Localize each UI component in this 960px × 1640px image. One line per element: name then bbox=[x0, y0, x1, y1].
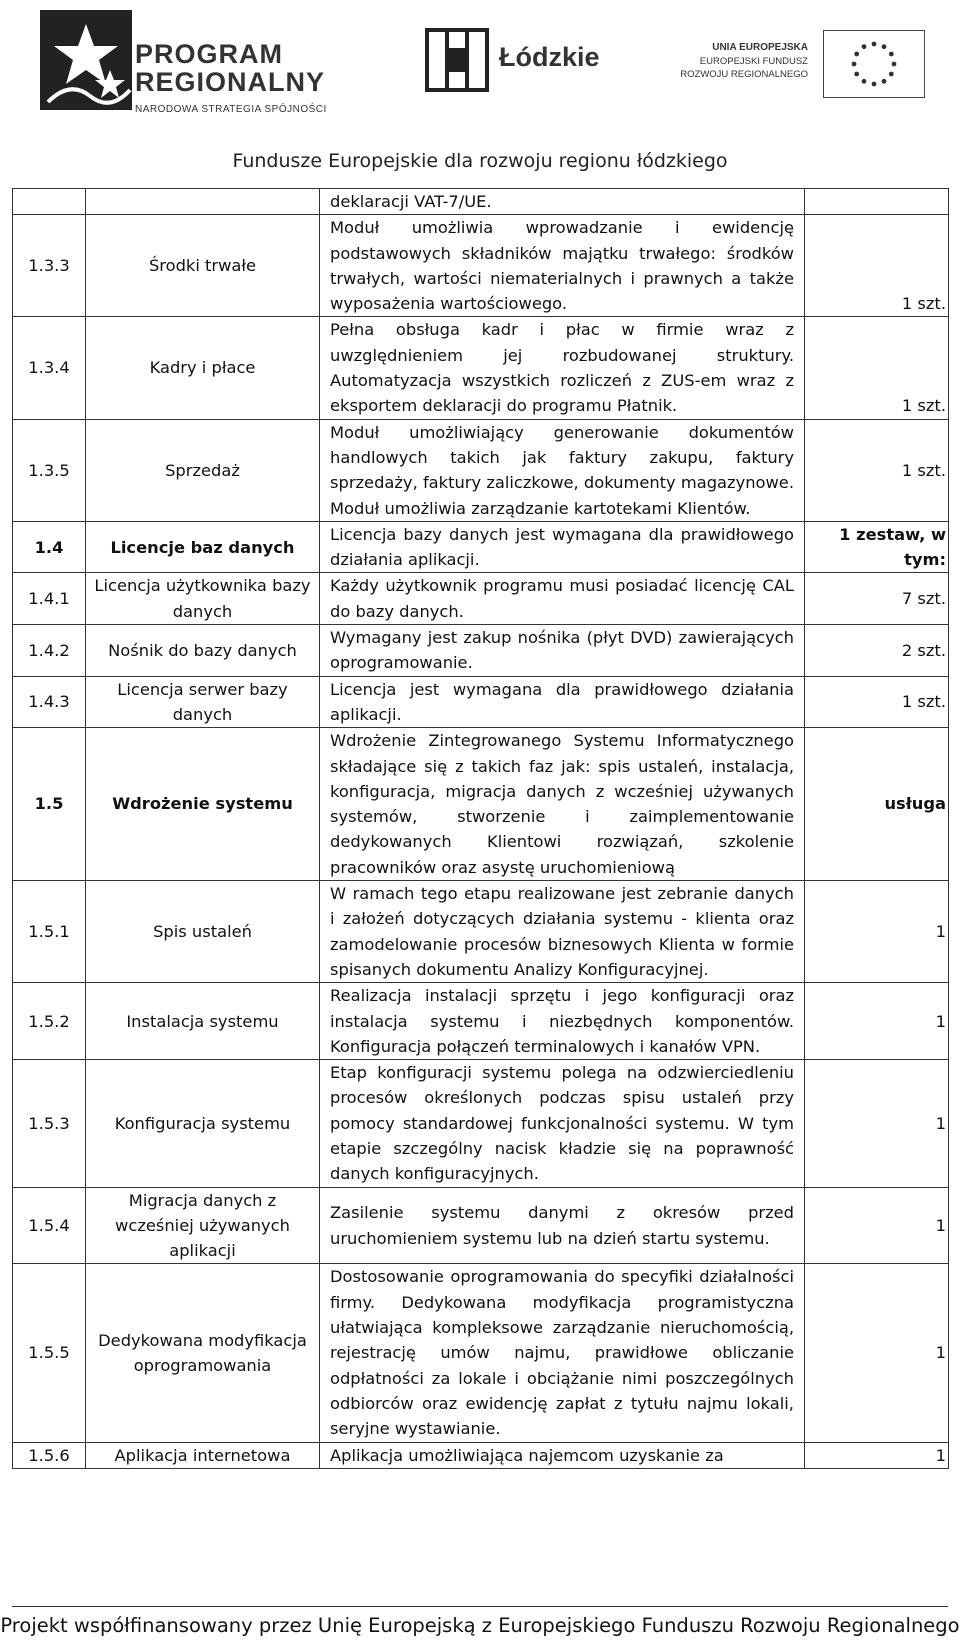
row-number: 1.4 bbox=[13, 521, 86, 573]
footer-divider bbox=[12, 1606, 948, 1607]
eu-logo bbox=[680, 30, 940, 102]
row-quantity: 1 bbox=[805, 1060, 949, 1187]
row-name: Sprzedaż bbox=[86, 419, 320, 521]
row-quantity: 1 bbox=[805, 1442, 949, 1468]
row-number: 1.5.3 bbox=[13, 1060, 86, 1187]
row-name: Spis ustaleń bbox=[86, 881, 320, 983]
row-description: W ramach tego etapu realizowane jest zebranie danych i założeń dotyczących działania systemu - klienta oraz zamodelowanie procesów biznesowych Klienta w formie spisanych dokumentu Analizy Konfiguracyjnej. bbox=[320, 881, 805, 983]
row-number: 1.5.4 bbox=[13, 1187, 86, 1264]
table-row bbox=[13, 1442, 949, 1468]
row-description: Realizacja instalacji sprzętu i jego konfiguracji oraz instalacja systemu i niezbędnych komponentów. Konfiguracja połączeń terminalowych i kanałów VPN. bbox=[320, 983, 805, 1060]
row-description: Wymagany jest zakup nośnika (płyt DVD) zawierających oprogramowanie. bbox=[320, 625, 805, 677]
program-regionalny-logo bbox=[40, 10, 380, 115]
row-name: Aplikacja internetowa bbox=[86, 1442, 320, 1468]
row-name: Wdrożenie systemu bbox=[86, 728, 320, 881]
program-subtitle: NARODOWA STRATEGIA SPÓJNOŚCI bbox=[135, 104, 327, 115]
row-description: Aplikacja umożliwiająca najemcom uzyskanie za bbox=[320, 1442, 805, 1468]
row-description: Dostosowanie oprogramowania do specyfiki działalności firmy. Dedykowana modyfikacja programistyczna ułatwiająca kompleksowe zarządzanie nieruchomością, rejestrację umów najmu, prawidłowe obliczanie odpłatności za lokale i obciążanie nimi poszczególnych odbiorców oraz ewidencję zapłat z tytułu najmu lokali, seryjne wystawianie. bbox=[320, 1264, 805, 1442]
row-number: 1.3.4 bbox=[13, 317, 86, 419]
row-quantity: 2 szt. bbox=[805, 625, 949, 677]
table-row bbox=[13, 676, 949, 728]
row-name: Nośnik do bazy danych bbox=[86, 625, 320, 677]
row-description: Wdrożenie Zintegrowanego Systemu Informatycznego składające się z takich faz jak: spis ustaleń, instalacja, konfiguracja, migracja danych z wcześniej używanych systemów, stworzenie i zaimplementowanie dedykowanych Klientowi rozwiązań, szkolenie pracowników oraz asystę uruchomieniową bbox=[320, 728, 805, 881]
lodzkie-logo bbox=[425, 28, 625, 93]
row-number: 1.5.2 bbox=[13, 983, 86, 1060]
row-description: Pełna obsługa kadr i płac w firmie wraz z uwzględnieniem jej rozbudowanej struktury. Automatyzacja wszystkich rozliczeń z ZUS-em wraz z eksportem deklaracji do programu Płatnik. bbox=[320, 317, 805, 419]
row-quantity: 1 zestaw, w tym: bbox=[805, 521, 949, 573]
row-number: 1.3.5 bbox=[13, 419, 86, 521]
eu-line3: ROZWOJU REGIONALNEGO bbox=[680, 69, 808, 80]
row-name: Licencje baz danych bbox=[86, 521, 320, 573]
row-quantity: 1 bbox=[805, 1264, 949, 1442]
row-quantity: 1 szt. bbox=[805, 419, 949, 521]
table-row bbox=[13, 1060, 949, 1187]
row-number: 1.5.6 bbox=[13, 1442, 86, 1468]
footer-text: Projekt współfinansowany przez Unię Europejską z Europejskiego Funduszu Rozwoju Regionalnego bbox=[0, 1614, 960, 1637]
table-row bbox=[13, 215, 949, 317]
eu-line1: UNIA EUROPEJSKA bbox=[712, 42, 808, 53]
program-title-line2: REGIONALNY bbox=[135, 67, 326, 97]
row-quantity bbox=[805, 189, 949, 215]
row-quantity: 1 bbox=[805, 881, 949, 983]
row-description: Licencja bazy danych jest wymagana dla prawidłowego działania aplikacji. bbox=[320, 521, 805, 573]
eu-flag-icon bbox=[823, 30, 925, 98]
row-description: Moduł umożliwiający generowanie dokumentów handlowych takich jak faktury zakupu, faktury sprzedaży, faktury zaliczkowe, dokumenty magazynowe. Moduł umożliwia zarządzanie kartotekami Klientów. bbox=[320, 419, 805, 521]
program-title-line1: PROGRAM bbox=[135, 39, 283, 69]
region-name: Łódzkie bbox=[499, 42, 600, 72]
fund-line: Fundusze Europejskie dla rozwoju regionu łódzkiego bbox=[232, 150, 728, 172]
row-name: Dedykowana modyfikacja oprogramowania bbox=[86, 1264, 320, 1442]
table-row bbox=[13, 317, 949, 419]
row-name: Kadry i płace bbox=[86, 317, 320, 419]
row-description: Zasilenie systemu danymi z okresów przed uruchomieniem systemu lub na dzień startu systemu. bbox=[320, 1187, 805, 1264]
row-name: Licencja użytkownika bazy danych bbox=[86, 573, 320, 625]
row-quantity: 1 bbox=[805, 1187, 949, 1264]
row-description: Moduł umożliwia wprowadzanie i ewidencję podstawowych składników majątku trwałego: środków trwałych, wartości niematerialnych i prawnych a także wyposażenia wartościowego. bbox=[320, 215, 805, 317]
table-row bbox=[13, 189, 949, 215]
table-row bbox=[13, 728, 949, 881]
row-name: Instalacja systemu bbox=[86, 983, 320, 1060]
row-number: 1.4.1 bbox=[13, 573, 86, 625]
table-row bbox=[13, 521, 949, 573]
row-quantity: 7 szt. bbox=[805, 573, 949, 625]
row-number: 1.3.3 bbox=[13, 215, 86, 317]
row-quantity: 1 szt. bbox=[805, 215, 949, 317]
row-description: deklaracji VAT-7/UE. bbox=[320, 189, 805, 215]
row-quantity: usługa bbox=[805, 728, 949, 881]
table-row bbox=[13, 1264, 949, 1442]
row-quantity: 1 szt. bbox=[805, 676, 949, 728]
table-row bbox=[13, 419, 949, 521]
row-number: 1.4.2 bbox=[13, 625, 86, 677]
row-description: Każdy użytkownik programu musi posiadać licencję CAL do bazy danych. bbox=[320, 573, 805, 625]
lodzkie-emblem-icon bbox=[425, 28, 489, 92]
row-description: Etap konfiguracji systemu polega na odzwierciedleniu procesów określonych podczas spisu ustaleń przy pomocy standardowej funkcjonalności systemu. W tym etapie szczególny nacisk kładzie się na poprawność danych konfiguracyjnych. bbox=[320, 1060, 805, 1187]
logo-bar bbox=[0, 0, 960, 120]
specification-table bbox=[12, 188, 949, 1469]
row-quantity: 1 bbox=[805, 983, 949, 1060]
row-name: Migracja danych z wcześniej używanych aplikacji bbox=[86, 1187, 320, 1264]
table-row bbox=[13, 573, 949, 625]
program-regionalny-emblem-icon bbox=[40, 10, 132, 110]
table-row bbox=[13, 983, 949, 1060]
table-row bbox=[13, 1187, 949, 1264]
row-quantity: 1 szt. bbox=[805, 317, 949, 419]
row-name: Środki trwałe bbox=[86, 215, 320, 317]
row-name: Konfiguracja systemu bbox=[86, 1060, 320, 1187]
table-row bbox=[13, 881, 949, 983]
row-name bbox=[86, 189, 320, 215]
row-number: 1.5 bbox=[13, 728, 86, 881]
row-number: 1.5.5 bbox=[13, 1264, 86, 1442]
row-description: Licencja jest wymagana dla prawidłowego działania aplikacji. bbox=[320, 676, 805, 728]
row-number bbox=[13, 189, 86, 215]
eu-line2: EUROPEJSKI FUNDUSZ bbox=[699, 56, 808, 67]
table-row bbox=[13, 625, 949, 677]
row-number: 1.4.3 bbox=[13, 676, 86, 728]
row-number: 1.5.1 bbox=[13, 881, 86, 983]
row-name: Licencja serwer bazy danych bbox=[86, 676, 320, 728]
